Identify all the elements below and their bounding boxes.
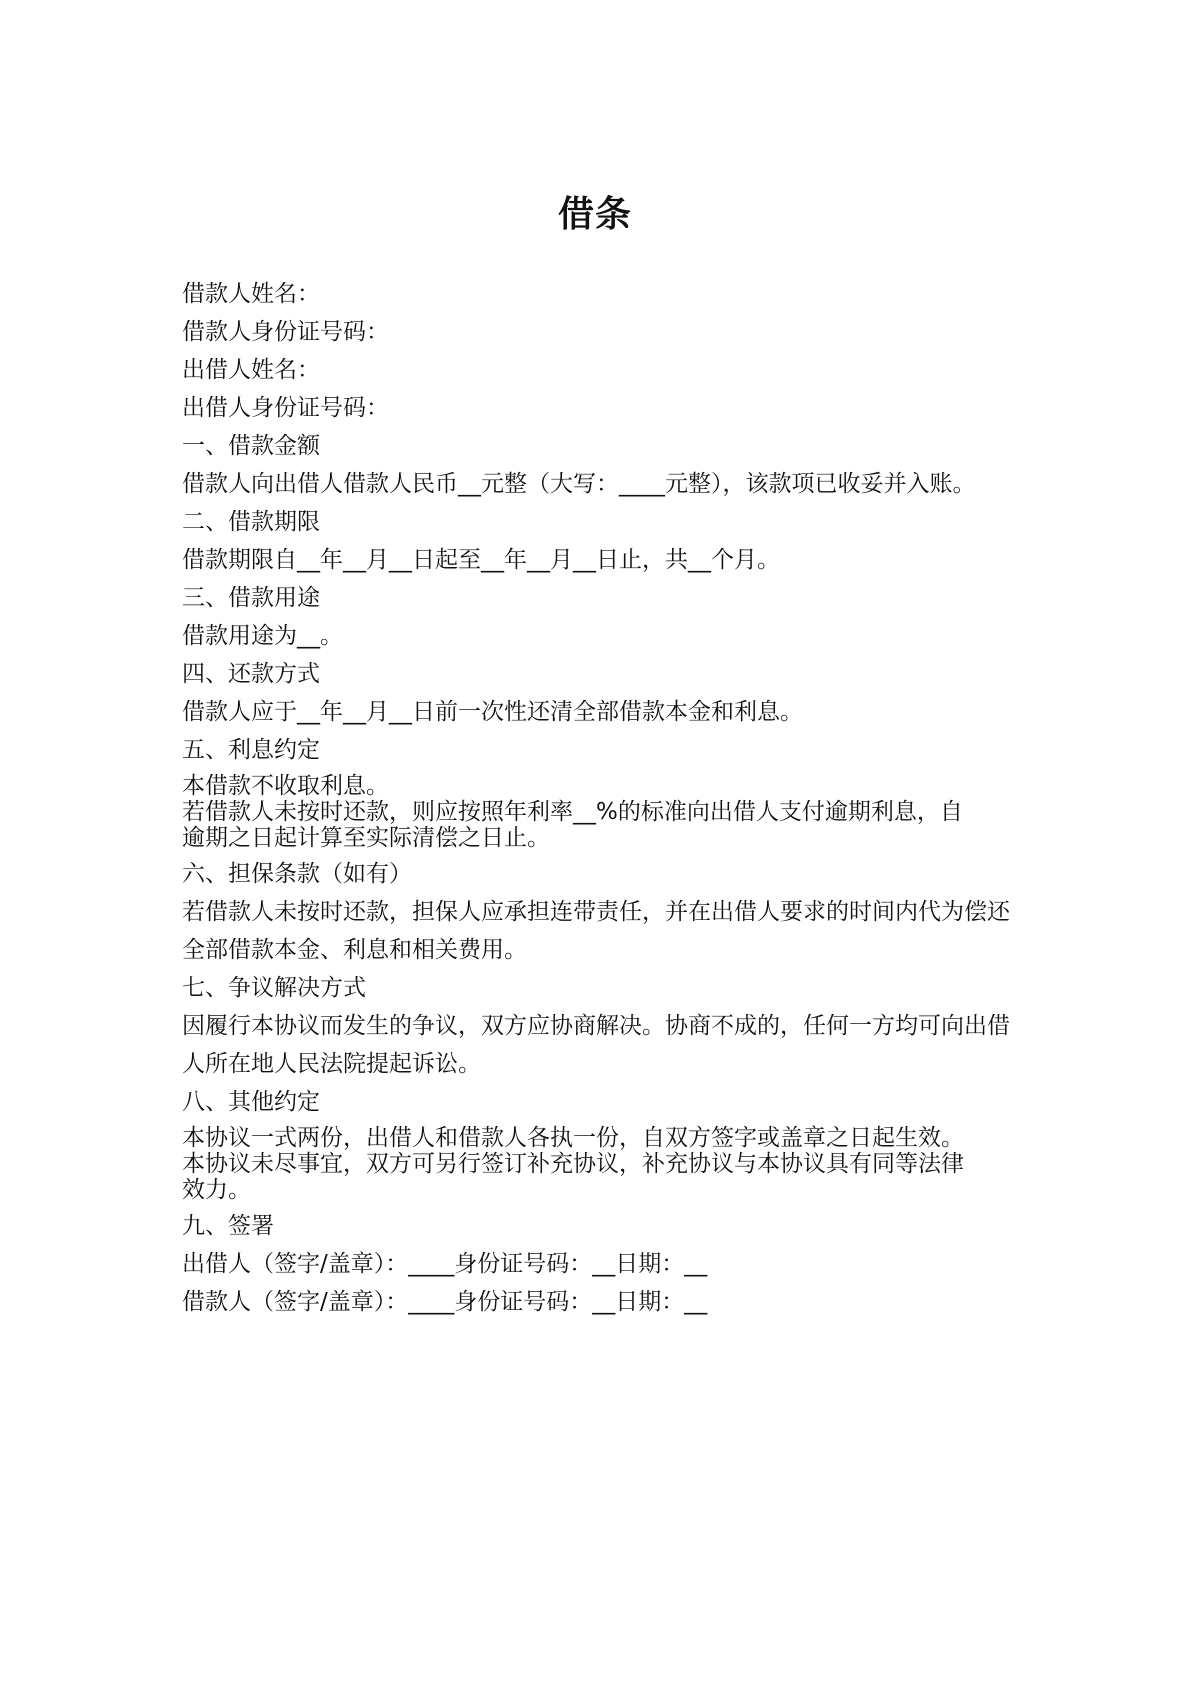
section-text-purpose: 借款用途为__。 [182, 623, 343, 649]
section-heading-amount: 一、借款金额 [182, 433, 320, 459]
lender-name-field: 出借人姓名： [182, 357, 320, 383]
section-text-term: 借款期限自__年__月__日起至__年__月__日止，共__个月。 [182, 547, 780, 573]
section-text-guarantee: 若借款人未按时还款，担保人应承担连带责任，并在出借人要求的时间内代为偿还全部借款本金、利息和相关费用。 [182, 899, 1010, 963]
section-text-interest-3: 逾期之日起计算至实际清偿之日止。 [182, 825, 550, 851]
section-heading-repayment: 四、还款方式 [182, 661, 320, 687]
section-heading-interest: 五、利息约定 [182, 737, 320, 763]
section-heading-other: 八、其他约定 [182, 1089, 320, 1115]
section-text-dispute: 因履行本协议而发生的争议，双方应协商解决。协商不成的，任何一方均可向出借人所在地人民法院提起诉讼。 [182, 1013, 1010, 1077]
section-heading-dispute: 七、争议解决方式 [182, 975, 366, 1001]
section-text-other-1: 本协议一式两份，出借人和借款人各执一份，自双方签字或盖章之日起生效。 [182, 1125, 964, 1151]
section-heading-term: 二、借款期限 [182, 509, 320, 535]
section-text-other-3: 效力。 [182, 1177, 251, 1203]
section-heading-purpose: 三、借款用途 [182, 585, 320, 611]
borrower-id-field: 借款人身份证号码： [182, 319, 389, 345]
lender-signature-line: 出借人（签字/盖章）：____身份证号码：__日期：__ [182, 1251, 708, 1277]
document-body [182, 275, 1022, 1321]
borrower-name-field: 借款人姓名： [182, 281, 320, 307]
section-text-interest-2: 若借款人未按时还款，则应按照年利率__%的标准向出借人支付逾期利息，自 [182, 799, 963, 825]
lender-id-field: 出借人身份证号码： [182, 395, 389, 421]
document-title: 借条 [557, 194, 632, 235]
borrower-signature-line: 借款人（签字/盖章）：____身份证号码：__日期：__ [182, 1289, 708, 1315]
section-text-amount: 借款人向出借人借款人民币__元整（大写：____元整），该款项已收妥并入账。 [182, 471, 976, 497]
section-heading-signature: 九、签署 [182, 1213, 274, 1239]
section-heading-guarantee: 六、担保条款（如有） [182, 861, 412, 887]
section-text-repayment: 借款人应于__年__月__日前一次性还清全部借款本金和利息。 [182, 699, 803, 725]
section-text-other-2: 本协议未尽事宜，双方可另行签订补充协议，补充协议与本协议具有同等法律 [182, 1151, 964, 1177]
section-text-interest-1: 本借款不收取利息。 [182, 773, 389, 799]
